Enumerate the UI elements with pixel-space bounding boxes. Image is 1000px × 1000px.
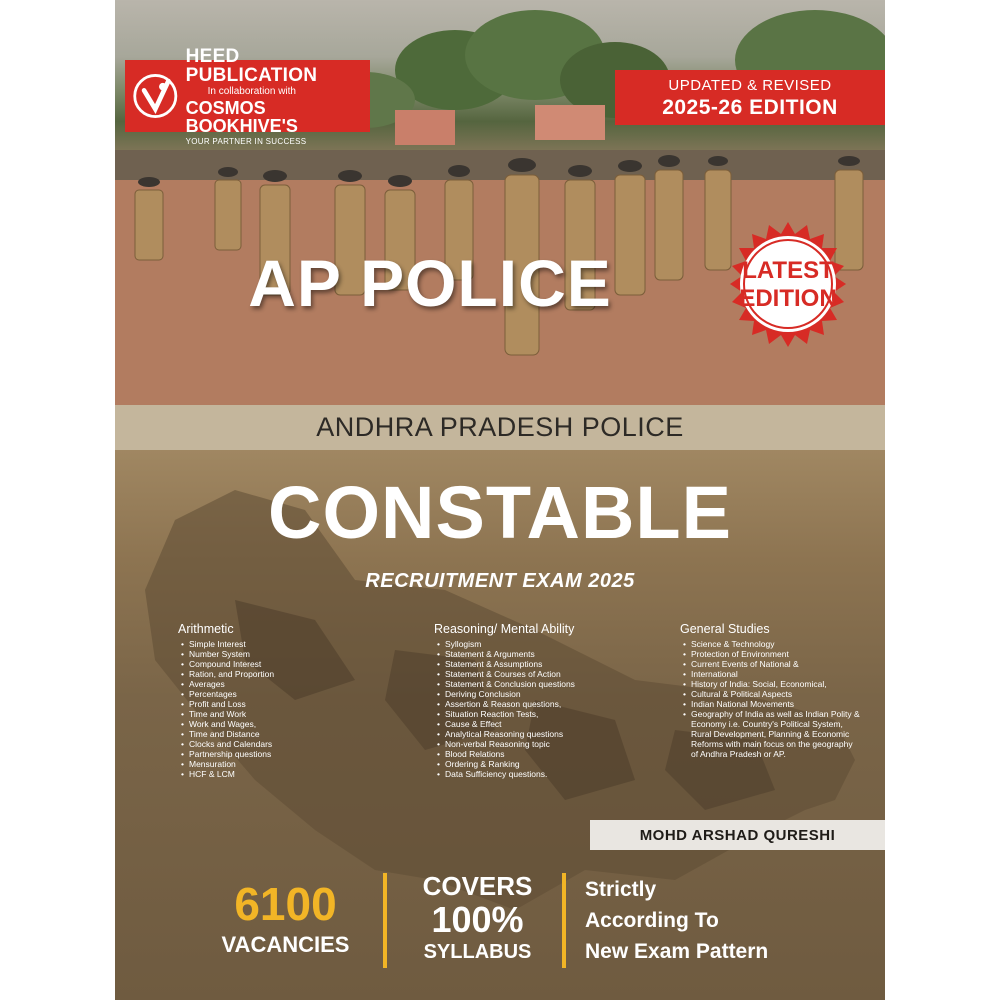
list-item: • Blood Relations	[445, 749, 634, 759]
list-item: • Protection of Environment	[691, 649, 860, 659]
edition-line1: UPDATED & REVISED	[668, 77, 832, 94]
list-item: • Non-verbal Reasoning topic	[445, 739, 634, 749]
badge-line1: LATEST	[742, 257, 834, 284]
list-item: • Cause & Effect	[445, 719, 634, 729]
list-item: • Geography of India as well as Indian Polity & Economy i.e. Country's Political System, Rural Development, Planning & Economic Reforms with main focus on the geography of Andhra Pradesh or AP.	[691, 709, 860, 759]
list-item: • Indian National Movements	[691, 699, 860, 709]
vacancies-block	[193, 880, 378, 958]
list-item: • Ration, and Proportion	[189, 669, 358, 679]
syllabus-general-studies	[680, 622, 860, 759]
covers-label: COVERS	[422, 871, 533, 901]
pattern-line3: New Exam Pattern	[585, 940, 769, 963]
list-item: • Statement & Courses of Action	[445, 669, 634, 679]
book-cover	[115, 0, 885, 1000]
latest-edition-badge	[723, 222, 853, 352]
list-item: • Syllogism	[445, 639, 634, 649]
band-text: ANDHRA PRADESH POLICE	[316, 412, 684, 442]
list-item: • History of India: Social, Economical,	[691, 679, 860, 689]
exam-subtitle: RECRUITMENT EXAM 2025	[365, 570, 635, 592]
publisher-partner: COSMOS BOOKHIVE'S	[185, 97, 298, 136]
publisher-name: HEED PUBLICATION	[185, 45, 318, 86]
list-item: • International	[691, 669, 860, 679]
coverage-block	[405, 872, 550, 964]
list-item: • Compound Interest	[189, 659, 358, 669]
exam-pattern-block	[585, 874, 768, 967]
syllabus-label: SYLLABUS	[423, 941, 532, 963]
pattern-line1: Strictly	[585, 878, 657, 901]
publisher-emblem-icon	[131, 66, 180, 126]
subtitle-band	[115, 405, 885, 450]
list-item: • Statement & Assumptions	[445, 659, 634, 669]
list-item: • Time and Work	[189, 709, 358, 719]
list-item: • Work and Wages,	[189, 719, 358, 729]
vacancies-number: 6100	[234, 878, 337, 930]
list-item: • Statement & Arguments	[445, 649, 634, 659]
list-item: • Statement & Conclusion questions	[445, 679, 634, 689]
post-title: CONSTABLE	[268, 471, 732, 554]
list-item: • Assertion & Reason questions,	[445, 699, 634, 709]
publisher-collab: In collaboration with	[207, 85, 296, 97]
list-item: • Number System	[189, 649, 358, 659]
list-item: • Ordering & Ranking	[445, 759, 634, 769]
list-item: • Clocks and Calendars	[189, 739, 358, 749]
syllabus-heading: General Studies	[680, 622, 770, 636]
pattern-line2: According To	[585, 909, 719, 932]
list-item: • Mensuration	[189, 759, 358, 769]
list-item: • Data Sufficiency questions.	[445, 769, 634, 779]
list-item: • Deriving Conclusion	[445, 689, 634, 699]
edition-line2: 2025-26 EDITION	[662, 96, 838, 119]
author-name: MOHD ARSHAD QURESHI	[590, 820, 885, 850]
coverage-percent: 100%	[431, 899, 524, 940]
list-item: • Cultural & Political Aspects	[691, 689, 860, 699]
edition-banner	[615, 70, 885, 125]
list-item: • Time and Distance	[189, 729, 358, 739]
syllabus-reasoning	[434, 622, 634, 779]
list-item: • Percentages	[189, 689, 358, 699]
syllabus-arithmetic	[178, 622, 358, 779]
list-item: • Partnership questions	[189, 749, 358, 759]
list-item: • Profit and Loss	[189, 699, 358, 709]
publisher-logo	[125, 45, 370, 146]
list-item: • Current Events of National &	[691, 659, 860, 669]
divider	[383, 873, 387, 968]
list-item: • Simple Interest	[189, 639, 358, 649]
list-item: • HCF & LCM	[189, 769, 358, 779]
book-title: AP POLICE	[248, 246, 612, 320]
badge-line2: EDITION	[739, 285, 837, 312]
publisher-tagline: YOUR PARTNER IN SUCCESS	[185, 136, 307, 146]
list-item: • Science & Technology	[691, 639, 860, 649]
divider	[562, 873, 566, 968]
syllabus-heading: Arithmetic	[178, 622, 234, 636]
syllabus-heading: Reasoning/ Mental Ability	[434, 622, 575, 636]
list-item: • Averages	[189, 679, 358, 689]
list-item: • Analytical Reasoning questions	[445, 729, 634, 739]
list-item: • Situation Reaction Tests,	[445, 709, 634, 719]
vacancies-label: VACANCIES	[221, 932, 350, 957]
